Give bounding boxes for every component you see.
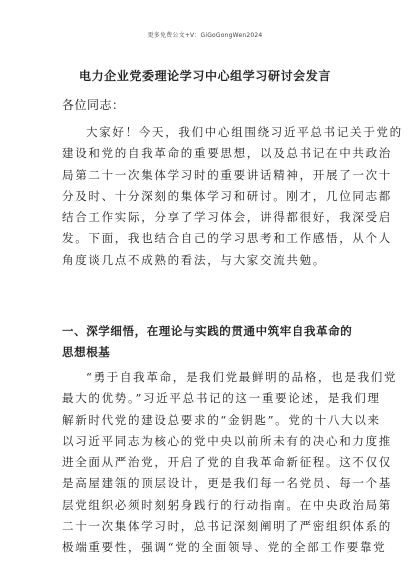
salutation: 各位同志：	[62, 98, 125, 112]
paragraph-line: 角度谈几点不成熟的看法，与大家交流共勉。	[62, 252, 326, 267]
paragraph-line: 建设和党的自我革命的重要思想，以及总书记在中共政治	[62, 146, 392, 161]
section-heading	[62, 321, 353, 363]
paragraph-line: “勇于自我革命，是我们党最鲜明的品格，也是我们党	[86, 370, 398, 384]
intro-paragraph	[62, 122, 403, 271]
paragraph-line: 解新时代党的建设总要求的“金钥匙”。党的十八大以来	[62, 412, 381, 427]
paragraph-line: 分及时、十分深刻的集体学习和研讨。刚才，几位同志都	[62, 188, 392, 203]
paragraph-line: 以习近平同志为核心的党中央以前所未有的决心和力度推	[62, 433, 392, 448]
heading-line: 一、深学细悟，在理论与实践的贯通中筑牢自我革命的	[62, 324, 353, 338]
paragraph-line: 是高屋建瓴的顶层设计，更是我们每一名党员、每一个基	[62, 476, 392, 491]
paragraph-line: 最大的优势。”习近平总书记的这一重要论述，是我们理	[62, 391, 381, 406]
heading-line: 思想根基	[62, 345, 111, 359]
header-watermark: 更多免费公文+V：GiGoGongWen2024	[147, 32, 263, 39]
paragraph-line: 层党组织必须时刻躬身践行的行动指南。在中央政治局第	[62, 497, 392, 512]
paragraph-line: 结合工作实际，分享了学习体会，讲得都很好，我深受启	[62, 210, 392, 225]
paragraph-line: 大家好！今天，我们中心组围绕习近平总书记关于党的	[86, 125, 403, 139]
document-title: 电力企业党委理论学习中心组学习研讨会发言	[78, 69, 331, 83]
paragraph-line: 二十一次集体学习时，总书记深刻阐明了严密组织体系的	[62, 519, 392, 534]
paragraph-line: 进全面从严治党，开启了党的自我革命新征程。这不仅仅	[62, 455, 392, 470]
section-paragraph	[62, 367, 398, 559]
paragraph-line: 局第二十一次集体学习时的重要讲话精神，开展了一次十	[62, 167, 392, 182]
paragraph-line: 发。下面，我也结合自己的学习思考和工作感悟，从个人	[62, 231, 392, 246]
paragraph-line: 极端重要性，强调“党的全面领导、党的全部工作要靠党	[62, 540, 387, 555]
